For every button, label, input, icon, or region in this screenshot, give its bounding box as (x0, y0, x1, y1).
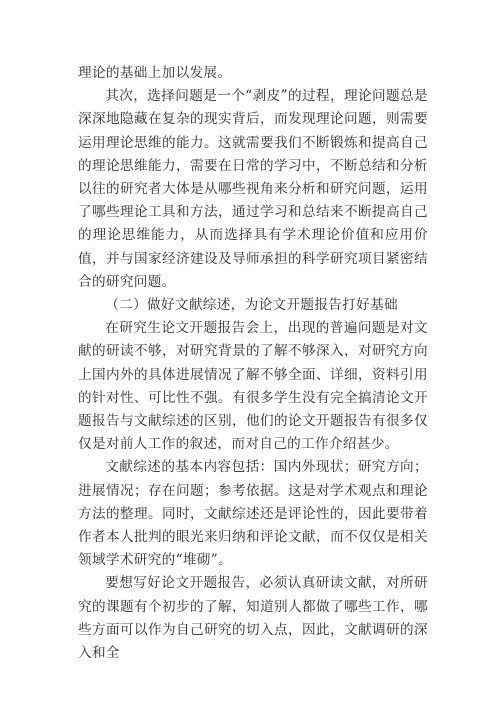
document-page (78, 62, 428, 665)
paragraph-proposal-issues: 在研究生论文开题报告会上，出现的普遍问题是对文献的研读不够，对研究背景的了解不够深入，对研究方向上国内外的具体进展情况了解不够全面、详细，资料引用的针对性、可比性不强。有很多学生没有完全搞清论文开题报告与文献综述的区别，他们的论文开题报告有很多仅仅是对前人工作的叙述，而对自己的工作介绍甚少。 (78, 320, 428, 453)
paragraph-continuation: 理论的基础上加以发展。 (78, 65, 232, 81)
section-heading: （二）做好文献综述，为论文开题报告打好基础 (105, 297, 399, 314)
paragraph-writing-proposal: 要想写好论文开题报告，必须认真研读文献，对所研究的课题有个初步的了解，知道别人都做了哪些工作，哪些方面可以作为自己研究的切入点，因此，文献调研的深入和全 (78, 575, 428, 662)
paragraph-literature-review-content: 文献综述的基本内容包括：国内外现状；研究方向；进展情况；存在问题；参考依据。这是对学术观点和理论方法的整理。同时，文献综述还是评论性的，因此要带着作者本人批判的眼光来归纳和评论文献，而不仅仅是相关领域学术研究的“堆砌”。 (78, 459, 428, 569)
paragraph-selecting-problems: 其次，选择问题是一个“剥皮”的过程，理论问题总是深深地隐藏在复杂的现实背后，而发现理论问题，则需要运用理论思维的能力。这就需要我们不断锻炼和提高自己的理论思维能力，需要在日常的学习中，不断总结和分析以往的研究者大体是从哪些视角来分析和研究问题，运用了哪些理论工具和方法，通过学习和总结来不断提高自己的理论思维能力，从而选择具有学术理论价值和应用价值，并与国家经济建设及导师承担的科学研究项目紧密结合的研究问题。 (78, 88, 428, 290)
